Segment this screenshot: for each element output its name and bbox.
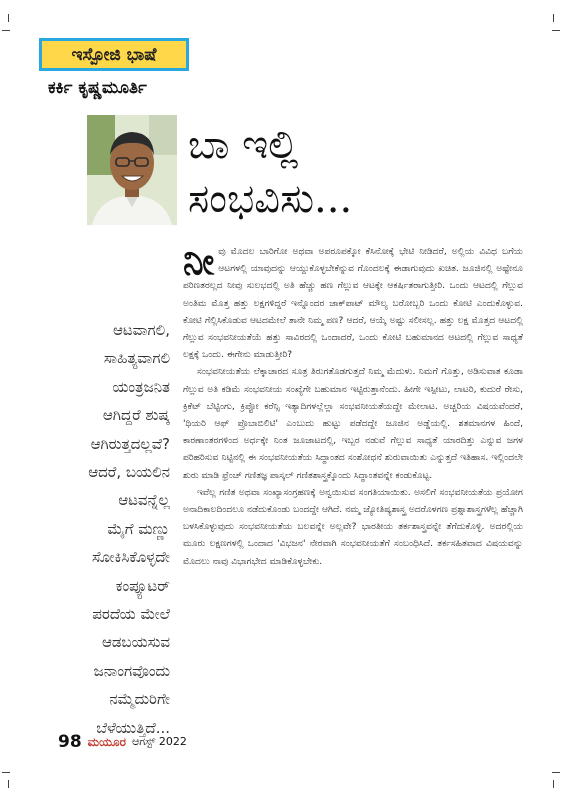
pull-quote-line: ಕಂಪ್ಯೂಟರ್ (115, 576, 170, 595)
pull-quote-line: ಪರದೆಯ ಮೇಲೆ (92, 605, 170, 624)
article-paragraph (183, 239, 523, 364)
article-body (183, 239, 523, 571)
crop-mark (2, 30, 10, 31)
column-badge (39, 38, 189, 71)
article-title-line-1: ಬಾ ಇಲ್ಲಿ (188, 122, 299, 168)
issue-date: ಆಗಸ್ಟ್ 2022 (131, 735, 187, 748)
crop-mark (553, 780, 554, 788)
crop-mark (8, 14, 9, 22)
page-number: 98 (58, 732, 82, 752)
pull-quote-line: ಸೋಕಿಸಿಕೊಳ್ಳದೇ (91, 548, 170, 567)
pull-quote-line: ಬೆಳೆಯುತ್ತಿದೆ... (96, 718, 170, 737)
crop-mark (2, 772, 10, 773)
pull-quote (30, 316, 170, 742)
paragraph-text: ವು ಮೊದಲ ಬಾರಿಗೋ ಅಥವಾ ಅಪರೂಪಕ್ಕೋ ಕೆಸಿನೋಕ್ಕೆ ಭೇಟಿ ನೀಡಿದರೆ, ಅಲ್ಲಿಯ ವಿವಿಧ ಬಗೆಯ ಆಟಗಳಲ್ಲಿ ಯಾವುದನ್ನು ಆಯ್ದುಕೊಳ್ಳಬೇಕೆನ್ನುವ ಗೊಂದಲಕ್ಕೆ ಈಡಾಗುವುದು ಖಚಿತ. ಜೂಜಿನಲ್ಲಿ ಅಷ್ಟೇನೂ ಪರಿಣತರಲ್ಲದ ನೀವು ಸುಲಭದಲ್ಲಿ ಅತಿ ಹೆಚ್ಚು ಹಣ ಗೆಲ್ಲುವ ಆಟಕ್ಕೇ ಆಕರ್ಷಿತರಾಗುತ್ತೀರಿ. ಒಂದು ಆಟದಲ್ಲಿ ಗೆಲ್ಲುವ ಅಂತಿಮ ಮೊತ್ತ ಹತ್ತು ಲಕ್ಷಗಳಿದ್ದರೆ ಇನ್ನೊಂದರ ಜಾಕ್‌ಪಾಟ್ ಮೌಲ್ಯ ಬರೋಬ್ಬರಿ ಒಂದು ಕೋಟಿ ಎಂದುಕೊಳ್ಳುವ. ಕೋಟಿ ಗೆಲ್ಲಿಸಿಕೊಡುವ ಆಟದಮೇಲೆ ತಾನೇ ನಿಮ್ಮ ಪಣ? ಆದರೆ, ಆಯ್ಕೆ ಅಷ್ಟು ಸಲೀಸಲ್ಲ. ಹತ್ತು ಲಕ್ಷ ಮೊತ್ತದ ಆಟದಲ್ಲಿ ಗೆಲ್ಲುವ ಸಂಭವನೀಯತೆಯೆ ಹತ್ತು ಸಾವಿರದಲ್ಲಿ ಒಂದಾದರೆ, ಒಂದು ಕೋಟಿ ಬಹುಮಾನದ ಆಟದಲ್ಲಿ ಗೆಲ್ಲುವ ಸಾಧ್ಯತೆ ಲಕ್ಷಕ್ಕೆ ಒಂದು. ಈಗೇನು ಮಾಡುತ್ತೀರಿ? (183, 247, 523, 361)
author-name: ಕರ್ಕಿ ಕೃಷ್ಣಮೂರ್ತಿ (48, 78, 147, 98)
author-photo (87, 115, 177, 225)
crop-mark (8, 780, 9, 788)
crop-mark (552, 30, 560, 31)
pull-quote-line: ಯಂತ್ರಜನಿತ (112, 377, 170, 396)
page-footer (58, 732, 187, 752)
pull-quote-line: ಆದರೆ, ಬಯಲಿನ (88, 463, 170, 482)
pull-quote-line: ಸಾಹಿತ್ಯವಾಗಲಿ (103, 349, 170, 368)
pull-quote-line: ಜನಾಂಗವೊಂದು (93, 661, 170, 680)
article-paragraph: ಸಂಭವನೀಯತೆಯ ಲೆಕ್ಕಾಚಾರದ ಸೂತ್ರ ತಿರುಗತೊಡಗುತ್ತದೆ ನಿಮ್ಮ ಮೆದುಳು. ನಿಮಗೆ ಗೊತ್ತು, ಅಡಿಸುವಾತ ಕೂಡಾ ಗೆಲ್ಲುವ ಅತಿ ಕಡಿಮೆ ಸಂಭವನೀಯ ಸಂಖ್ಯೆಗೇ ಬಹುಮಾನ ಇಟ್ಟಿರುತ್ತಾನೆಂದು. ಹೀಗೇ ಇಸ್ಪೀಟು, ಲಾಟರಿ, ಕುದುರೆ ರೇಸು, ಕ್ರಿಕೆಟ್ ಬೆಟ್ಟಿಂಗು, ಕ್ರಿಪ್ಟೋ ಕರೆನ್ಸಿ ಇತ್ಯಾದಿಗಳಲ್ಲೆಲ್ಲಾ ಸಂಭವನೀಯತೆಯದ್ದೇ ಮೇಲಾಟ. ಅಚ್ಚರಿಯ ವಿಷಯವೆಂದರೆ, 'ಥಿಯರಿ ಆಫ್ ಪ್ರೊಬಾಬಿಲಿಟಿ' ಎಂಬುದು ಹುಟ್ಟು ಪಡೆದದ್ದೇ ಜೂಜಿನ ಅಡ್ಡೆಯಲ್ಲಿ. ಶತಮಾನಗಳ ಹಿಂದೆ, ಕಾರಣಾಂತರಗಳಿಂದ ಅರ್ಧಕ್ಕೇ ನಿಂತ ಜೂಜಾಟದಲ್ಲಿ, ಇಬ್ಬರ ನಡುವೆ ಗೆಲ್ಲುವ ಸಾಧ್ಯತೆ ಯಾರದಿತ್ತು ಎನ್ನುವ ಜಗಳ ಪರಿಹರಿಸುವ ನಿಟ್ಟಿನಲ್ಲಿ ಈ ಸಂಭವನೀಯತೆಯ ಸಿದ್ಧಾಂತದ ಸಂಶೋಧನೆ ಶುರುವಾಯಿತು ಎನ್ನುತ್ತದೆ ಇತಿಹಾಸ. ಇಲ್ಲಿಂದಲೇ ಶುರು ಮಾಡಿ ಫ್ರೆಂಚ್ ಗಣಿತಜ್ಞ ಪಾಸ್ಕಲ್ ಗಣಿತಶಾಸ್ತ್ರಕ್ಕೊಂದು ಸಿದ್ಧಾಂತವನ್ನೇ ಕಂಡುಕೊಟ್ಟ. (183, 367, 523, 481)
drop-cap: ನೀ (183, 239, 215, 283)
column-name: ಇಸ್ಪೋಜಿ ಭಾಷೆ (71, 44, 157, 65)
pull-quote-line: ಆಡಬಯಸುವ (101, 633, 170, 652)
pull-quote-line: ಮೈಗೆ ಮಣ್ಣು (107, 519, 170, 538)
pull-quote-line: ಆಟವಾಗಲಿ, (112, 321, 170, 339)
crop-mark (552, 772, 560, 773)
article-title-line-2: ಸಂಭವಿಸು... (188, 176, 353, 222)
pull-quote-line: ನಮ್ಮೆದುರಿಗೇ (109, 690, 170, 709)
pull-quote-line: ಆಟವನ್ನೆಲ್ಲ (118, 491, 170, 510)
article-paragraph: ಇವೆಲ್ಲ ಗಣಿತ ಅಥವಾ ಸಂಖ್ಯಾಸಂಗ್ರಹಣಕ್ಕೆ ಅನ್ವಯಿಸುವ ಸಂಗತಿಯಾಯಿತು. ಅಸಲಿಗೆ ಸಂಭವನೀಯತೆಯ ಪ್ರಯೋಗ ಅನಾದಿಕಾಲದಿಂದಲೂ ನಡೆದುಕೊಂಡು ಬಂದದ್ದೇ ಆಗಿದೆ. ನಮ್ಮ ಜ್ಯೋತಿಷ್ಯಶಾಸ್ತ್ರ ಅದರೊಳಗಣ ಪ್ರಶ್ನಾಶಾಸ್ತ್ರಗಳೆಲ್ಲ ಹೆಚ್ಚಾಗಿ ಬಳಸಿಕೊಳ್ಳುವುದು ಸಂಭವನೀಯತೆಯ ಬಲವನ್ನೇ ಅಲ್ಲವೇ? ಭಾರತೀಯ ತರ್ಕಶಾಸ್ತ್ರವನ್ನೇ ತೆಗೆದುಕೊಳ್ಳಿ. ಅದರಲ್ಲಿಯ ಮೂರು ಲಕ್ಷಣಗಳಲ್ಲಿ ಒಂದಾದ 'ವಿಭಜನ' ನೇರವಾಗಿ ಸಂಭವನೀಯತೆಗೆ ಸಂಬಂಧಿಸಿದೆ. ತರ್ಕಸಹಿತವಾದ ವಿಷಯವನ್ನು ಮೊದಲು ನಾವು ವಿಭಾಗಭೇದ ಮಾಡಿಕೊಳ್ಳಬೇಕು. (183, 487, 523, 567)
pull-quote-line: ಆಗಿದ್ದರೆ ಶುಷ್ಕ (102, 406, 170, 425)
crop-mark (553, 14, 554, 22)
pull-quote-line: ಆಗಿರುತ್ತದಲ್ಲವೆ? (90, 434, 170, 453)
magazine-logo: ಮಯೂರ (87, 734, 126, 749)
